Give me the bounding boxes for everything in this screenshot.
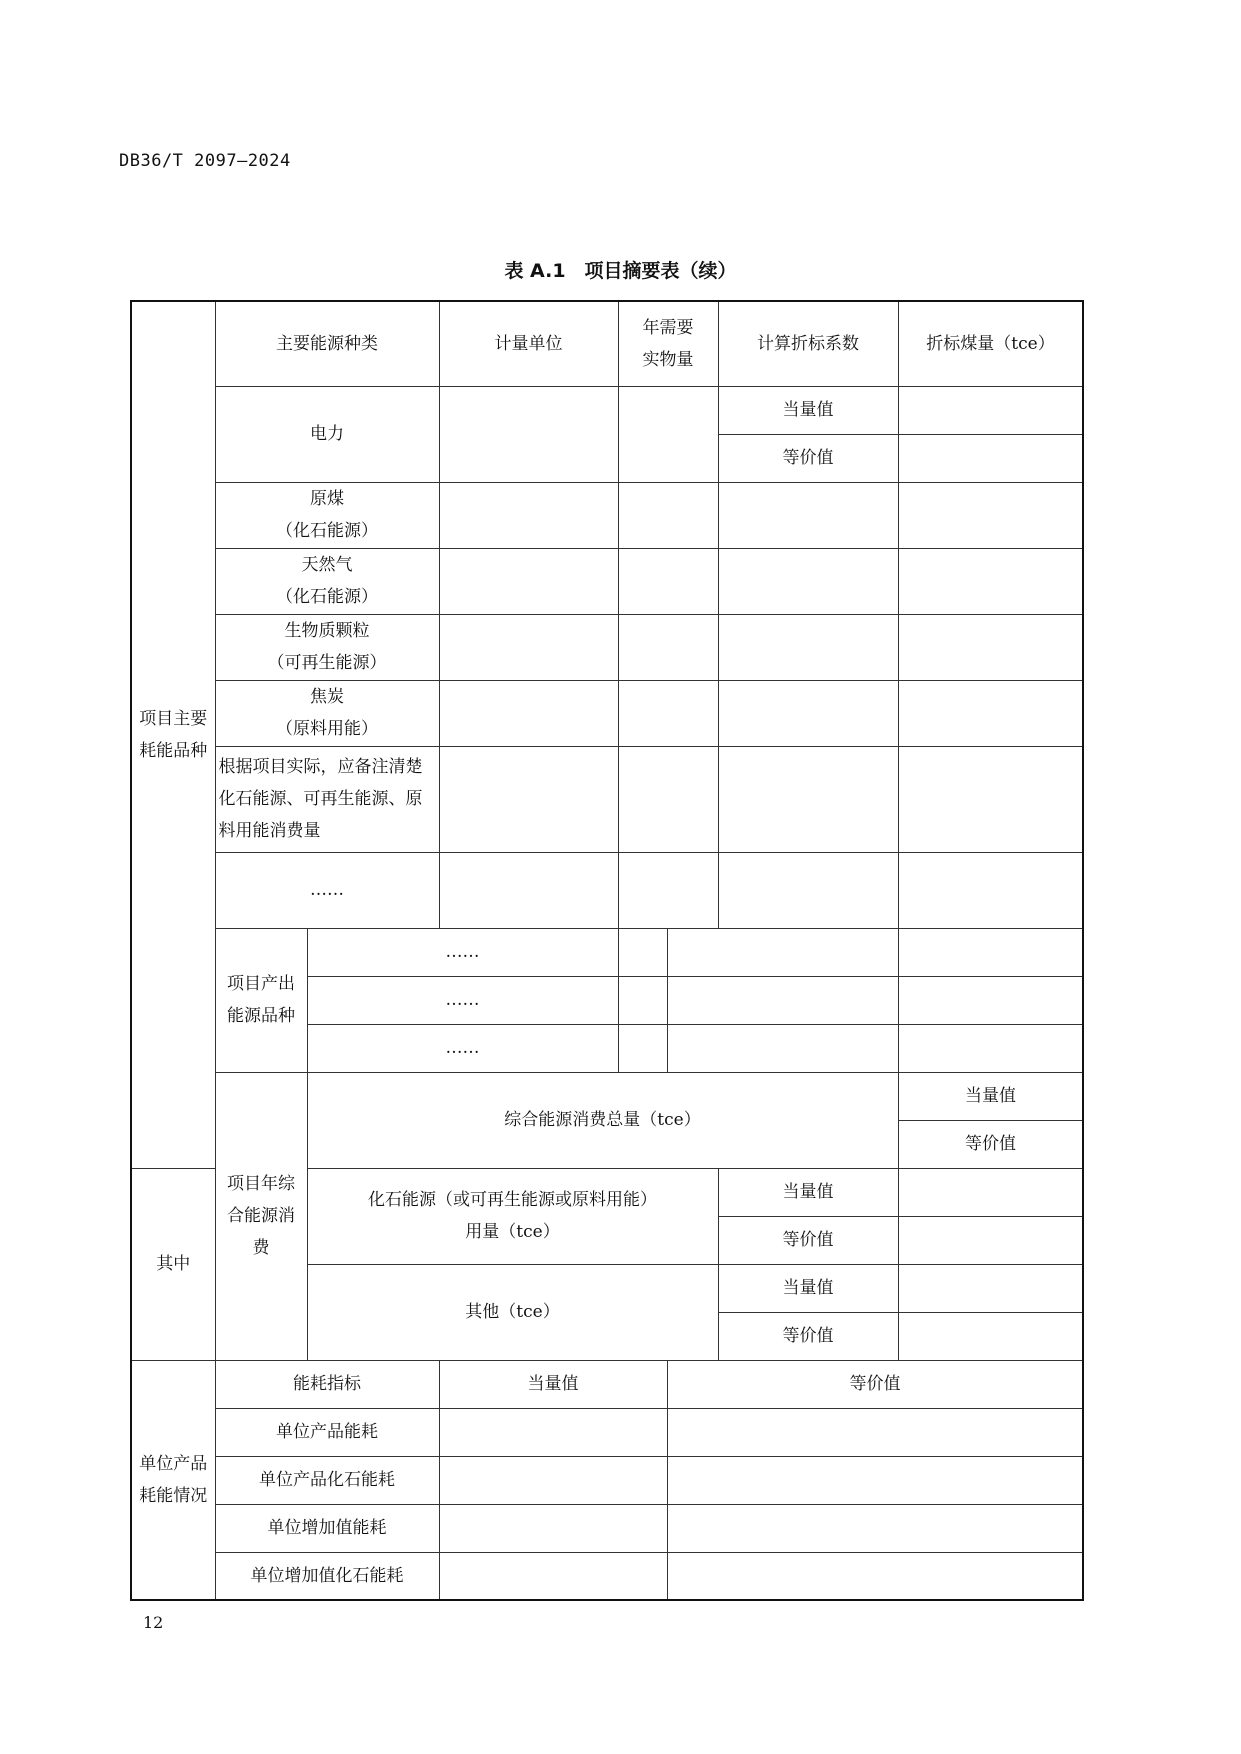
- table-cell: [898, 1168, 1083, 1216]
- table-cell: [618, 852, 718, 928]
- table-row: [131, 852, 1083, 928]
- table-row: [131, 680, 1083, 746]
- table-cell: [667, 1024, 898, 1072]
- table-cell: [618, 976, 667, 1024]
- indicator-equal-price-header: 等价值: [667, 1360, 1083, 1408]
- table-row: [131, 1552, 1083, 1600]
- table-cell: [439, 386, 618, 482]
- document-code: DB36/T 2097—2024: [119, 151, 291, 171]
- note-row-label: 根据项目实际，应备注清楚化石能源、可再生能源、原料用能消费量: [215, 746, 439, 852]
- table-row: [131, 1504, 1083, 1552]
- table-cell: [618, 928, 667, 976]
- table-cell: [667, 1504, 1083, 1552]
- table-row: [131, 386, 1083, 434]
- equal-price-label: 等价值: [718, 1312, 898, 1360]
- table-cell: [618, 386, 718, 482]
- header-coefficient: 计算折标系数: [718, 301, 898, 386]
- table-cell: [667, 976, 898, 1024]
- indicator-label: 单位增加值能耗: [215, 1504, 439, 1552]
- of-which-label: 其中: [131, 1168, 215, 1360]
- table-row: [131, 746, 1083, 852]
- table-cell: [898, 1216, 1083, 1264]
- table-cell: [898, 548, 1083, 614]
- table-cell: [618, 548, 718, 614]
- table-cell: [898, 976, 1083, 1024]
- header-energy-type: 主要能源种类: [215, 301, 439, 386]
- table-cell: [718, 482, 898, 548]
- table-cell: [618, 614, 718, 680]
- table-cell: [439, 1408, 667, 1456]
- table-cell: [898, 852, 1083, 928]
- table-cell: [898, 928, 1083, 976]
- ellipsis-label: ……: [307, 928, 618, 976]
- table-cell: [439, 1456, 667, 1504]
- table-cell: [898, 434, 1083, 482]
- equivalent-label: 当量值: [718, 1264, 898, 1312]
- indicator-header: 能耗指标: [215, 1360, 439, 1408]
- energy-row-label: 生物质颗粒 （可再生能源）: [215, 614, 439, 680]
- equivalent-label: 当量值: [898, 1072, 1083, 1120]
- table-cell: [439, 1504, 667, 1552]
- table-cell: [898, 1312, 1083, 1360]
- table-cell: [718, 548, 898, 614]
- table-cell: [718, 680, 898, 746]
- ellipsis-label: ……: [307, 976, 618, 1024]
- table-cell: [439, 614, 618, 680]
- table-row: [131, 1408, 1083, 1456]
- table-cell: [718, 746, 898, 852]
- table-cell: [898, 746, 1083, 852]
- project-summary-table: [130, 300, 1084, 1601]
- indicator-label: 单位增加值化石能耗: [215, 1552, 439, 1600]
- table-cell: [667, 1456, 1083, 1504]
- table-cell: [898, 680, 1083, 746]
- other-label: 其他（tce）: [307, 1264, 718, 1360]
- table-cell: [898, 1024, 1083, 1072]
- energy-row-label: 原煤 （化石能源）: [215, 482, 439, 548]
- electricity-label: 电力: [215, 386, 439, 482]
- header-row: [131, 301, 1083, 386]
- table-cell: [439, 548, 618, 614]
- equal-price-label: 等价值: [718, 434, 898, 482]
- group-label-consumption: 项目主要 耗能品种: [131, 301, 215, 1168]
- table-cell: [618, 482, 718, 548]
- equivalent-label: 当量值: [718, 1168, 898, 1216]
- indicator-equivalent-header: 当量值: [439, 1360, 667, 1408]
- group-label-output: 项目产出 能源品种: [215, 928, 307, 1072]
- table-row: [131, 614, 1083, 680]
- table-cell: [667, 1408, 1083, 1456]
- table-cell: [718, 614, 898, 680]
- table-cell: [439, 482, 618, 548]
- table-cell: [618, 680, 718, 746]
- table-cell: [618, 1024, 667, 1072]
- group-label-annual: 项目年综 合能源消 费: [215, 1072, 307, 1360]
- table-row: [131, 928, 1083, 976]
- equivalent-label: 当量值: [718, 386, 898, 434]
- table-cell: [439, 746, 618, 852]
- fossil-usage-label: 化石能源（或可再生能源或原料用能） 用量（tce）: [307, 1168, 718, 1264]
- energy-row-label: 焦炭 （原料用能）: [215, 680, 439, 746]
- table-cell: [439, 1552, 667, 1600]
- header-tce: 折标煤量（tce）: [898, 301, 1083, 386]
- table-row: [131, 548, 1083, 614]
- table-caption: 表 A.1 项目摘要表（续）: [504, 260, 737, 282]
- table-row: [131, 482, 1083, 548]
- group-label-unit: 单位产品 耗能情况: [131, 1360, 215, 1600]
- header-unit: 计量单位: [439, 301, 618, 386]
- table-cell: [898, 614, 1083, 680]
- indicator-label: 单位产品化石能耗: [215, 1456, 439, 1504]
- energy-row-label: 天然气 （化石能源）: [215, 548, 439, 614]
- equal-price-label: 等价值: [718, 1216, 898, 1264]
- page-number: 12: [143, 1613, 164, 1632]
- table-row: [131, 1360, 1083, 1408]
- table-cell: [439, 680, 618, 746]
- table-cell: [898, 386, 1083, 434]
- table-row: [131, 1072, 1083, 1120]
- table-cell: [667, 928, 898, 976]
- ellipsis-label: ……: [215, 852, 439, 928]
- total-consumption-label: 综合能源消费总量（tce）: [307, 1072, 898, 1168]
- table-cell: [618, 746, 718, 852]
- table-cell: [718, 852, 898, 928]
- equal-price-label: 等价值: [898, 1120, 1083, 1168]
- table-cell: [667, 1552, 1083, 1600]
- table-cell: [898, 482, 1083, 548]
- table-cell: [898, 1264, 1083, 1312]
- header-annual-physical: 年需要 实物量: [618, 301, 718, 386]
- table-row: [131, 1456, 1083, 1504]
- ellipsis-label: ……: [307, 1024, 618, 1072]
- table-cell: [439, 852, 618, 928]
- indicator-label: 单位产品能耗: [215, 1408, 439, 1456]
